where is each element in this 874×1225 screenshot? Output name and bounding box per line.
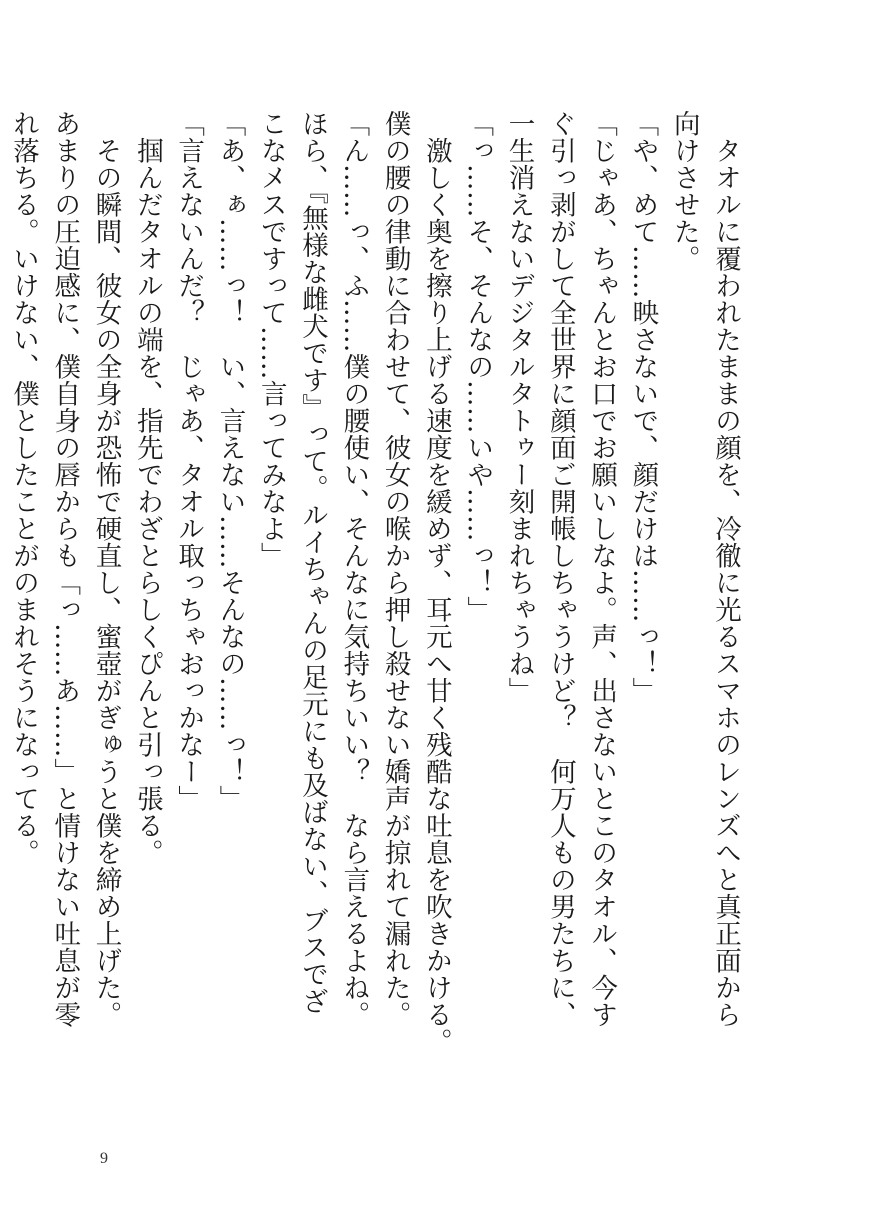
vertical-text-body <box>7 110 746 1070</box>
paragraph-5: 激しく奥を擦り上げる速度を緩めず、耳元へ甘く残酷な吐息を吹きかける。 僕の腰の律動に合わせて、彼女の喉から押し殺せない嬌声が掠れて漏れた。 <box>379 110 452 1055</box>
paragraph-1: タオルに覆われたままの顔を、冷徹に光るスマホのレンズへと真正面から 向けさせた。 <box>668 110 741 1028</box>
paragraph-8: 「言えないんだ？ じゃあ、タオル取っちゃおっかなー」 <box>173 110 205 812</box>
paragraph-10: その瞬間、彼女の全身が恐怖で硬直し、蜜壺がぎゅうと僕を締め上げた。 あまりの圧迫感に、僕自身の唇からも「っ……あ……」と情けない吐息が零 れ落ちる。いけない、僕としたことがのまれそうになってる。 <box>7 110 122 1028</box>
paragraph-3: 「じゃあ、ちゃんとお口でお願いしなよ。声、出さないとこのタオル、今す ぐ引っ剥がして全世界に顔面ご開帳しちゃうけど？ 何万人もの男たちに、 一生消えないデジタルタトゥー刻まれちゃうね」 <box>503 110 618 1028</box>
paragraph-11 <box>0 110 3 1070</box>
paragraph-2: 「や、めて……映さないで、顔だけは……っ！」 <box>627 110 659 704</box>
paragraph-9: 掴んだタオルの端を、指先でわざとらしくぴんと引っ張る。 <box>131 110 163 866</box>
page-number: 9 <box>100 1150 108 1167</box>
paragraph-4: 「っ……そ、そんなの……いや……っ！」 <box>462 110 494 623</box>
paragraph-7: 「あ、ぁ……っ！ い、言えない……そんなの……っ！」 <box>214 110 246 812</box>
paragraph-6: 「ん……っ、ふ……僕の腰使い、そんなに気持ちいい？ なら言えるよね。 ほら、『無様な雌犬です』って。ルイちゃんの足元にも及ばない、ブスでざ こなメスですって……言ってみなよ」 <box>255 110 370 1028</box>
